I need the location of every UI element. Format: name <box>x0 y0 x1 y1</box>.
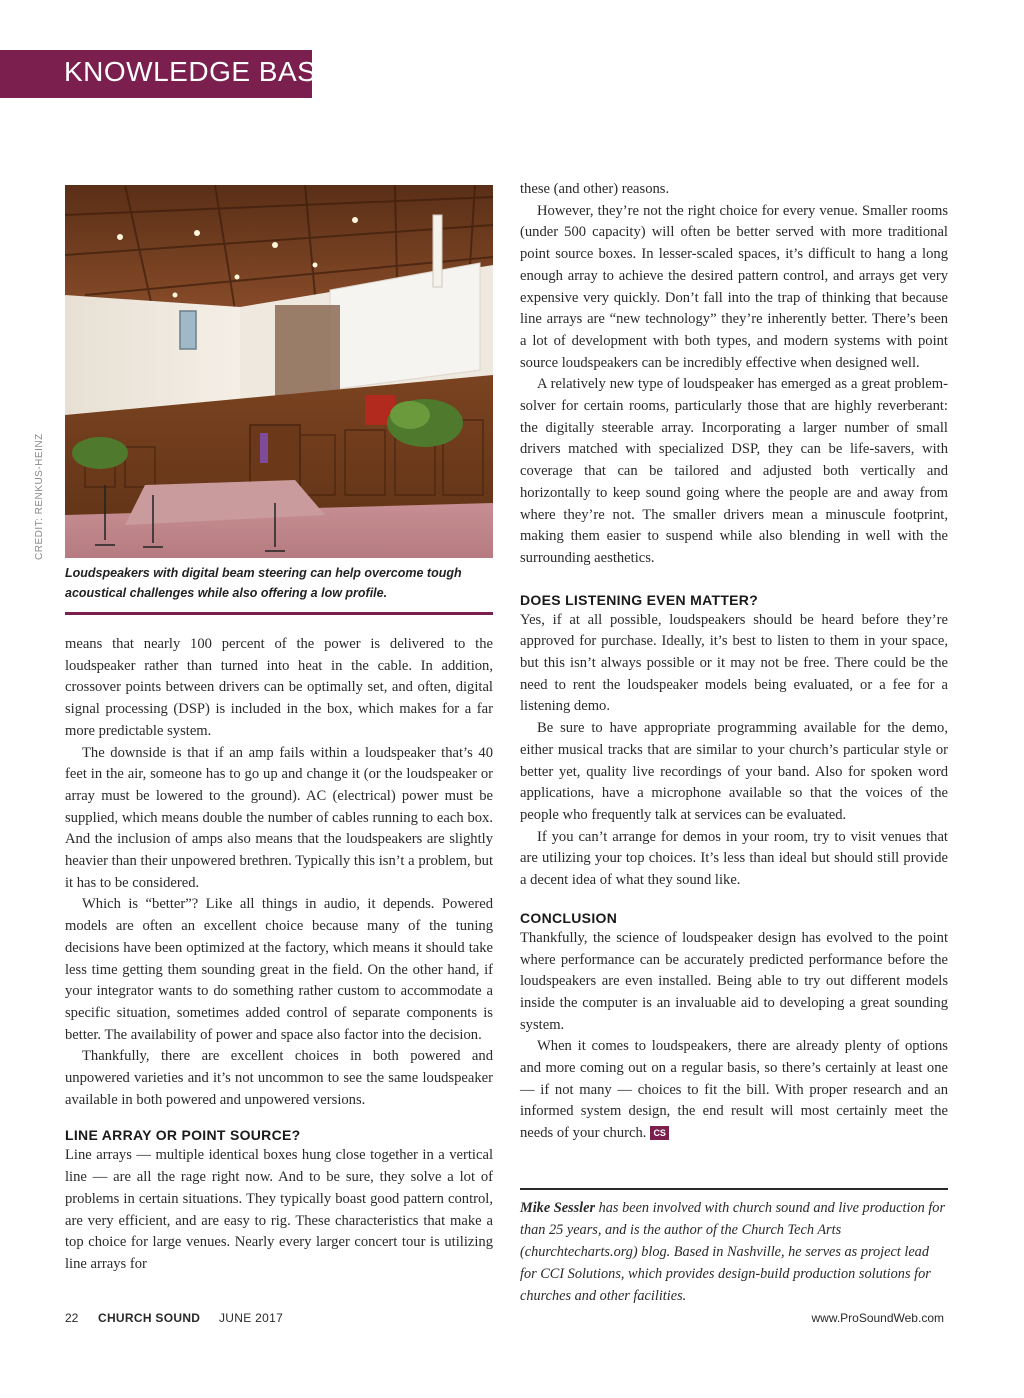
paragraph: The downside is that if an amp fails within a loudspeaker that’s 40 feet in the air, someone has to go up and change it (or the loudspeaker or array must be lowered to the ground). AC (electrical) power must be supplied, which means double the number of cables running to each box. And the inclusion of amps also means that the loudspeakers are slightly heavier than their unpowered brethren. Typically this isn’t a problem, but it has to be considered. <box>65 744 493 891</box>
paragraph: these (and other) reasons. <box>520 181 670 197</box>
photo-caption: Loudspeakers with digital beam steering can help overcome tough acoustical challenges while also offering a low profile. <box>65 566 462 600</box>
paragraph: Line arrays — multiple identical boxes hung close together in a vertical line — are all the rage right now. And to be sure, they solve a lot of problems in certain situations. They typically boast good pattern control, are very efficient, and are easy to rig. These characteristics that make a top choice for large venues. Nearly every larger concert tour is utilizing line arrays for <box>65 1147 493 1272</box>
author-bio <box>520 1198 948 1308</box>
caption-divider <box>65 612 493 615</box>
section-heading: LINE ARRAY OR POINT SOURCE? <box>65 1127 301 1144</box>
section-title: KNOWLEDGE BASE <box>64 56 336 87</box>
paragraph: Yes, if at all possible, loudspeakers should be heard before they’re approved for purchase. Ideally, it’s best to listen to them in your space, but this isn’t always possible or it may not be free. There could be the need to rent the loudspeaker models being evaluated, or a fee for a listening demo. <box>520 611 948 715</box>
paragraph: Thankfully, the science of loudspeaker design has evolved to the point where performance can be accurately predicted performance before the loudspeakers are even installed. Being able to try out different models inside the computer is an invaluable aid to developing a great sounding system. <box>520 929 948 1033</box>
website-url: www.ProSoundWeb.com <box>811 1311 944 1325</box>
paragraph: Which is “better”? Like all things in audio, it depends. Powered models are often an excellent choice because many of the tuning decisions have been optimized at the factory, which means it should take less time getting them sounding great in the field. On the other hand, if your integrator wants to do something rather custom to accommodate a specific situation, sometimes added control of separate components is better. The availability of power and space also factor into the decision. <box>65 896 493 1043</box>
paragraph: Be sure to have appropriate programming available for the demo, either musical tracks that are similar to your church’s particular style or better yet, quality live recordings of your band. Also for spoken word applications, have a microphone available so that the voices of the people who frequently talk at services can be evaluated. <box>520 720 948 823</box>
paragraph-text: When it comes to loudspeakers, there are already plenty of options and more coming out on a regular basis, so there’s certainly at least one — if not many — choices to fit the bill. With proper research and an informed system design, the end result will most certainly meet the needs of your church. <box>520 1038 948 1142</box>
left-column <box>65 634 493 1276</box>
bio-divider <box>520 1188 948 1190</box>
issue-date: JUNE 2017 <box>219 1311 284 1325</box>
paragraph: A relatively new type of loudspeaker has emerged as a great problem-solver for certain rooms, particularly those that are highly reverberant: the digitally steerable array. Incorporating a larger number of small drivers matched with specialized DSP, they can be life-savers, with coverage that can be tailored and adjusted both vertically and horizontally to keep sound going where the people are and away from where they’re not. The smaller drivers mean a minuscule footprint, making them easier to suspend while also blending in well with the surrounding aesthetics. <box>520 376 948 566</box>
photo-credit: CREDIT: RENKUS-HEINZ <box>34 433 45 560</box>
author-name: Mike Sessler <box>520 1200 596 1216</box>
paragraph: If you can’t arrange for demos in your room, try to visit venues that are utilizing your top choices. It’s less than ideal but should still provide a decent idea of what they sound like. <box>520 828 948 889</box>
paragraph: Thankfully, there are excellent choices in both powered and unpowered varieties and it’s not uncommon to see the same loudspeaker available in both powered and unpowered versions. <box>65 1048 493 1108</box>
paragraph <box>520 1036 948 1145</box>
end-mark-badge: CS <box>650 1126 669 1140</box>
paragraph: means that nearly 100 percent of the power is delivered to the loudspeaker rather than turned into heat in the cable. In addition, crossover points between drivers can be optimally set, and often, digital signal processing (DSP) is included in the box, which makes for a far more predictable system. <box>65 636 493 739</box>
page-number: 22 <box>65 1311 79 1325</box>
right-column <box>520 179 948 1145</box>
paragraph: However, they’re not the right choice for every venue. Smaller rooms (under 500 capacity) will often be better served with more traditional point source boxes. In lesser-scaled spaces, it’s difficult to hang a long enough array to achieve the desired pattern control, and arrays get very expensive very quickly. Don’t fall into the trap of thinking that because line arrays are “new technology” they’re inherently better. There’s been a lot of development with both types, and modern systems with point source loudspeakers can be incredibly effective when designed well. <box>520 202 948 371</box>
section-heading: CONCLUSION <box>520 909 618 926</box>
section-heading: DOES LISTENING EVEN MATTER? <box>520 591 759 608</box>
author-bio-text: has been involved with church sound and live production for than 25 years, and is the author of the Church Tech Arts (churchtecharts.org) blog. Based in Nashville, he serves as project lead for CCI Solutions, which provides design-build production solutions for churches and other facilities. <box>520 1200 946 1304</box>
magazine-name: CHURCH SOUND <box>98 1311 201 1325</box>
sanctuary-photo <box>65 185 493 558</box>
